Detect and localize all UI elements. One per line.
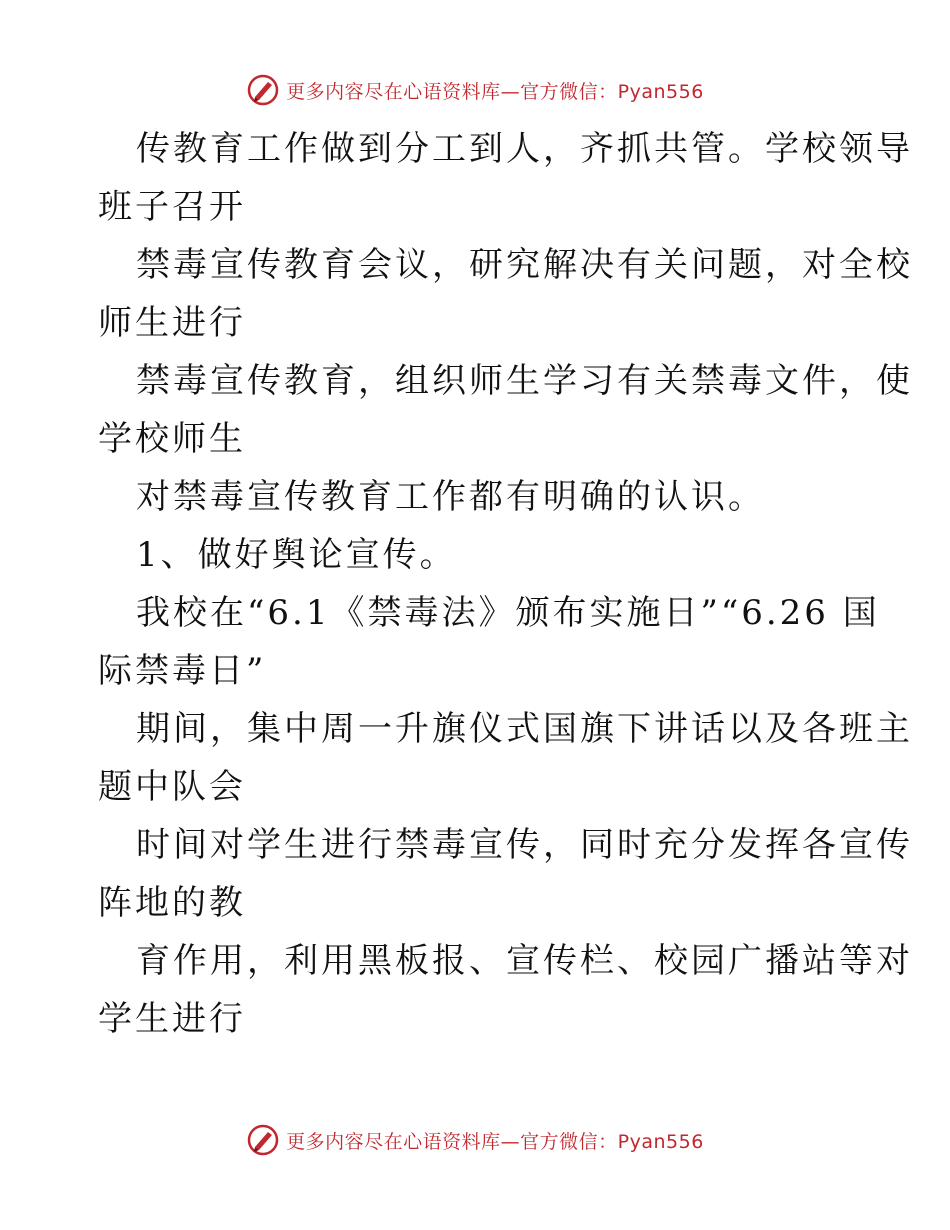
footer-watermark: [0, 1120, 950, 1160]
text-line: 题中队会: [98, 767, 246, 807]
text-line: 阵地的教: [98, 883, 246, 923]
pen-logo-icon: [246, 1123, 280, 1157]
text-line: 际禁毒日”: [98, 651, 267, 691]
text-line: 禁毒宣传教育，组织师生学习有关禁毒文件，使: [136, 361, 913, 401]
text-line: 传教育工作做到分工到人，齐抓共管。学校领导: [136, 129, 913, 169]
watermark-text: 更多内容尽在心语资料库—官方微信：Pyan556: [286, 1130, 704, 1153]
text-line: 学校师生: [98, 419, 246, 459]
text-line: 育作用，利用黑板报、宣传栏、校园广播站等对: [136, 941, 913, 981]
text-line: 班子召开: [98, 187, 246, 227]
section-heading: 1、做好舆论宣传。: [136, 535, 457, 575]
pen-logo-icon: [246, 73, 280, 107]
text-line: 师生进行: [98, 303, 246, 343]
document-body: [98, 120, 913, 1048]
text-line: 对禁毒宣传教育工作都有明确的认识。: [136, 477, 765, 517]
text-line: 我校在“6.1《禁毒法》颁布实施日”“6.26 国: [136, 593, 880, 633]
text-line: 学生进行: [98, 999, 246, 1039]
text-line: 时间对学生进行禁毒宣传，同时充分发挥各宣传: [136, 825, 913, 865]
header-watermark: [0, 70, 950, 110]
text-line: 期间，集中周一升旗仪式国旗下讲话以及各班主: [136, 709, 913, 749]
watermark-text: 更多内容尽在心语资料库—官方微信：Pyan556: [286, 80, 704, 103]
text-line: 禁毒宣传教育会议，研究解决有关问题，对全校: [136, 245, 913, 285]
